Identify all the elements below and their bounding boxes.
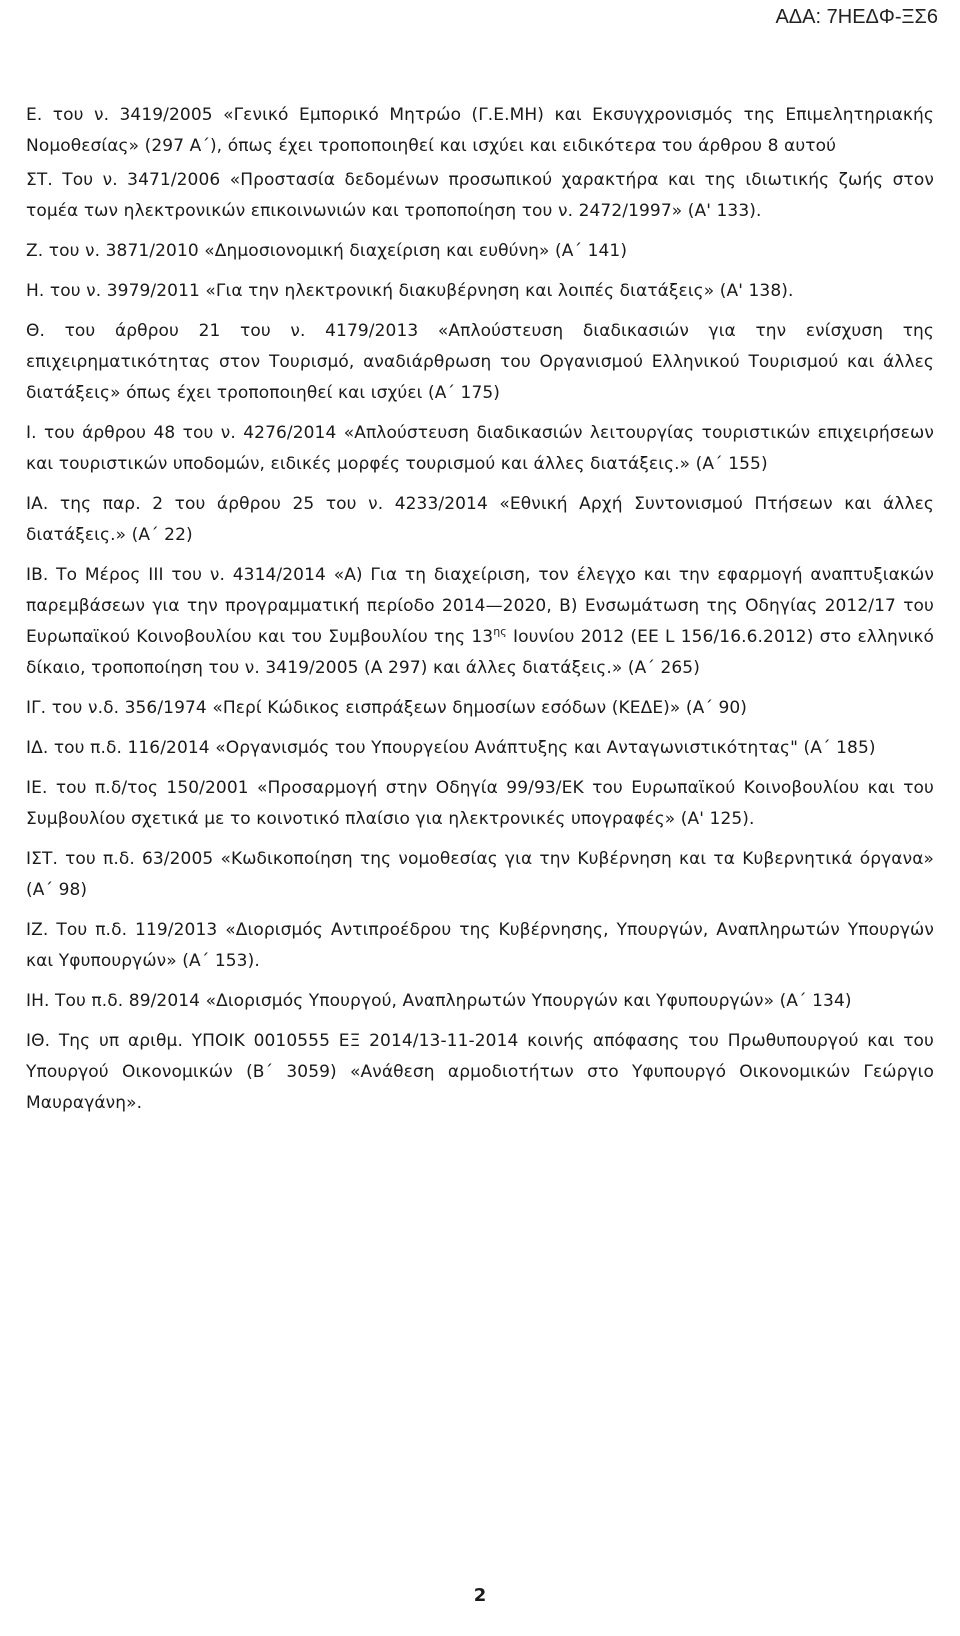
list-item-ith: ΙΘ. Της υπ αριθμ. ΥΠΟΙΚ 0010555 ΕΞ 2014/13-11-2014 κοινής απόφασης του Πρωθυπουργού και του Υπουργού Οικονομικών (Β΄ 3059) «Ανάθεση αρμοδιοτήτων στο Υφυπουργό Οικονομικών Γεώργιο Μαυραγάνη». [26,1031,934,1113]
list-item-th: Θ. του άρθρου 21 του ν. 4179/2013 «Απλούστευση διαδικασιών για την ενίσχυση της επιχειρηματικότητας στον Τουρισμό, αναδιάρθρωση του Οργανισμού Ελληνικού Τουρισμού και άλλες διατάξεις» όπως έχει τροποποιηθεί και ισχύει (Α΄ 175) [26,321,934,403]
list-item-id: ΙΔ. του π.δ. 116/2014 «Οργανισμός του Υπουργείου Ανάπτυξης και Ανταγωνιστικότητας" (Α΄ 185) [26,738,876,758]
list-item-h: Η. του ν. 3979/2011 «Για την ηλεκτρονική διακυβέρνηση και λοιπές διατάξεις» (Α' 138). [26,281,794,301]
document-body [26,100,934,1128]
list-item-ih: ΙΗ. Του π.δ. 89/2014 «Διορισμός Υπουργού, Αναπληρωτών Υπουργών και Υφυπουργών» (Α΄ 134) [26,991,852,1011]
list-item-i: Ι. του άρθρου 48 του ν. 4276/2014 «Απλούστευση διαδικασιών λειτουργίας τουριστικών επιχειρήσεων και τουριστικών υποδομών, ειδικές μορφές τουρισμού και άλλες διατάξεις.» (Α΄ 155) [26,423,934,474]
list-item-e: Ε. του ν. 3419/2005 «Γενικό Εμπορικό Μητρώο (Γ.Ε.ΜΗ) και Εκσυγχρονισμός της Επιμελητηριακής Νομοθεσίας» (297 Α΄), όπως έχει τροποποιηθεί και ισχύει και ειδικότερα του άρθρου 8 αυτού [26,105,934,156]
list-item-ib-superscript: ης [493,625,507,638]
list-item-ib-text-end: Ιουνίου 2012 (ΕΕ L 156/16.6.2012) στο ελληνικό δίκαιο, τροποποίηση του ν. 3419/2005 (Α 297) και άλλες διατάξεις.» (Α΄ 265) [26,627,935,678]
page-number: 2 [473,1585,487,1606]
list-item-ist: ΙΣΤ. του π.δ. 63/2005 «Κωδικοποίηση της νομοθεσίας για την Κυβέρνηση και τα Κυβερνητικά όργανα» (Α΄ 98) [26,849,934,900]
list-item-iz: ΙΖ. Του π.δ. 119/2013 «Διορισμός Αντιπροέδρου της Κυβέρνησης, Υπουργών, Αναπληρωτών Υπουργών και Υφυπουργών» (Α΄ 153). [26,920,934,971]
list-item-ia: ΙΑ. της παρ. 2 του άρθρου 25 του ν. 4233/2014 «Εθνική Αρχή Συντονισμού Πτήσεων και άλλες διατάξεις.» (Α΄ 22) [26,494,934,545]
ada-header: ΑΔΑ: 7ΗΕΔΦ-ΞΣ6 [775,6,938,28]
list-item-ib-text: ΙΒ. Το Μέρος ΙΙΙ του ν. 4314/2014 «Α) Για τη διαχείριση, τον έλεγχο και την εφαρμογή αναπτυξιακών παρεμβάσεων για την προγραμματική περίοδο 2014—2020, Β) Ενσωμάτωση της Οδηγίας 2012/17 του Ευρωπαϊκού Κοινοβουλίου και του Συμβουλίου της 13 [26,565,934,647]
list-item-ib [26,560,934,684]
list-item-st: ΣΤ. Του ν. 3471/2006 «Προστασία δεδομένων προσωπικού χαρακτήρα και της ιδιωτικής ζωής στον τομέα των ηλεκτρονικών επικοινωνιών και τροποποίηση του ν. 2472/1997» (Α' 133). [26,170,934,221]
list-item-ig: ΙΓ. του ν.δ. 356/1974 «Περί Κώδικος εισπράξεων δημοσίων εσόδων (ΚΕΔΕ)» (Α΄ 90) [26,698,748,718]
list-item-z: Ζ. του ν. 3871/2010 «Δημοσιονομική διαχείριση και ευθύνη» (Α΄ 141) [26,241,628,261]
list-item-ie: ΙΕ. του π.δ/τος 150/2001 «Προσαρμογή στην Οδηγία 99/93/ΕΚ του Ευρωπαϊκού Κοινοβουλίου και του Συμβουλίου σχετικά με το κοινοτικό πλαίσιο για ηλεκτρονικές υπογραφές» (Α' 125). [26,778,934,829]
